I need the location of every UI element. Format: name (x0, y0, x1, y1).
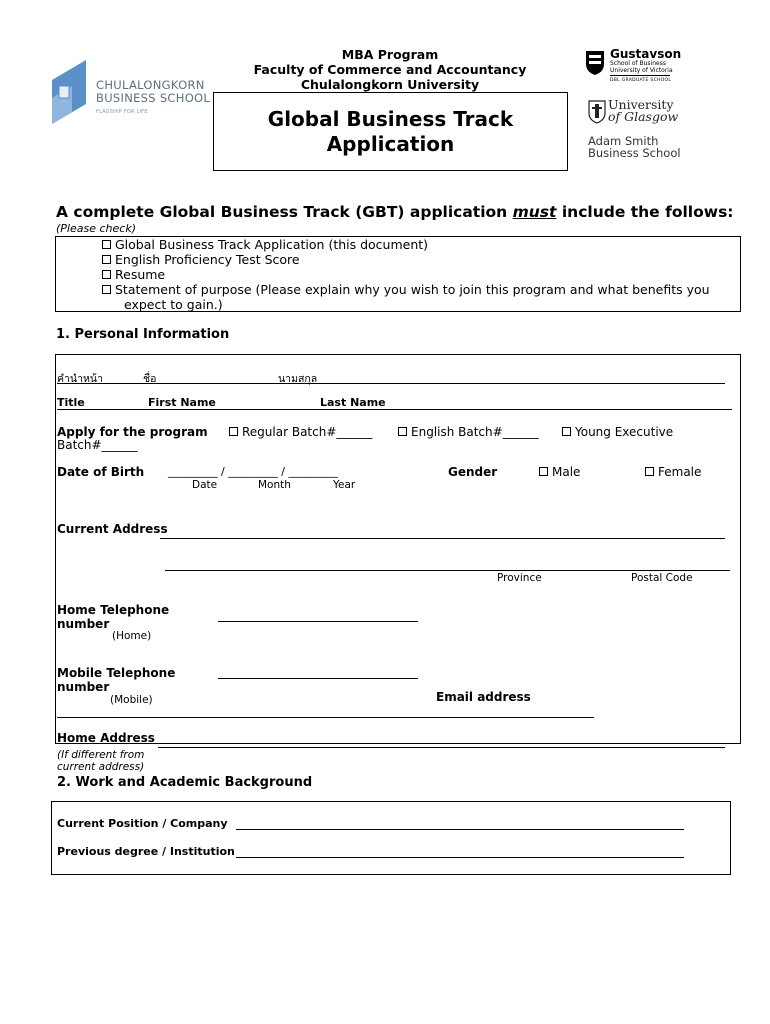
gustavson-shield-icon (585, 50, 605, 76)
mobile-telephone-label (57, 666, 175, 694)
home-address-field[interactable] (158, 747, 725, 748)
option-regular-label: Regular Batch#______ (242, 425, 373, 439)
checkbox[interactable] (102, 255, 111, 264)
section-2-heading: 2. Work and Academic Background (57, 775, 313, 790)
header-line-1: MBA Program (341, 47, 439, 62)
checkbox[interactable] (102, 285, 111, 294)
thai-name-field-line[interactable] (57, 383, 725, 384)
checklist-item[interactable] (102, 237, 428, 252)
home-telephone-label-1: Home Telephone (57, 603, 170, 617)
glasgow-name-2: of Glasgow (608, 109, 679, 124)
checklist-item-continued: expect to gain.) (124, 297, 223, 312)
home-address-note-1: (If different from (57, 749, 145, 761)
intro-heading (56, 203, 734, 221)
gustavson-name: Gustavson (610, 47, 682, 61)
home-address-note-2: current address) (57, 761, 145, 773)
current-address-label: Current Address (57, 522, 168, 536)
gender-male-label: Male (552, 465, 581, 479)
title-label: Title (57, 396, 85, 409)
option-young-executive[interactable] (562, 425, 673, 439)
checklist-item[interactable] (102, 282, 710, 297)
home-telephone-field[interactable] (218, 621, 418, 622)
option-english-batch[interactable] (398, 425, 539, 439)
option-english-label: English Batch#______ (411, 425, 539, 439)
checklist-item[interactable] (102, 252, 300, 267)
mobile-telephone-label-2: number (57, 680, 110, 694)
chula-logo-text (96, 79, 210, 105)
gustavson-divider (610, 75, 670, 76)
batch-label: Batch#______ (57, 438, 138, 452)
intro-heading-must: must (512, 203, 557, 221)
apply-program-label: Apply for the program (57, 425, 208, 439)
thai-first-name-label: ชื่อ (143, 373, 157, 385)
email-label: Email address (436, 690, 531, 704)
home-telephone-note: (Home) (112, 630, 152, 642)
english-name-field-line[interactable] (57, 409, 732, 410)
gustavson-grad: DBL GRADUATE SCHOOL (610, 78, 672, 83)
header-line-3: Chulalongkorn University (300, 77, 480, 92)
option-young-label: Young Executive (575, 425, 674, 439)
checklist-label: Global Business Track Application (this document) (115, 237, 429, 252)
mobile-telephone-note: (Mobile) (110, 694, 153, 706)
please-check-note: (Please check) (56, 222, 136, 235)
mobile-telephone-field[interactable] (218, 678, 418, 679)
document-title-line-2: Application (326, 132, 455, 156)
chula-logo-icon (50, 58, 90, 126)
intro-heading-pre: A complete Global Business Track (GBT) application (56, 203, 513, 221)
dob-month-caption: Month (258, 479, 291, 491)
required-documents-checklist (55, 236, 741, 312)
dob-year-caption: Year (333, 479, 356, 491)
thai-title-label: คำนำหน้า (57, 373, 103, 385)
glasgow-name-1: University (608, 97, 674, 112)
document-title-line-1: Global Business Track (267, 107, 514, 131)
checklist-label: Resume (115, 267, 166, 282)
work-academic-box (51, 801, 731, 875)
province-caption: Province (497, 572, 542, 584)
gustavson-sub (610, 61, 673, 74)
home-address-note (57, 749, 144, 773)
home-telephone-label (57, 603, 169, 631)
current-position-label: Current Position / Company (57, 817, 228, 830)
adam-smith-line-2: Business School (588, 146, 681, 160)
gender-female-label: Female (658, 465, 702, 479)
home-telephone-label-2: number (57, 617, 110, 631)
dob-date-caption: Date (192, 479, 218, 491)
section-1-heading: 1. Personal Information (56, 327, 230, 342)
chula-logo-line-1: CHULALONGKORN (96, 78, 205, 92)
checkbox[interactable] (102, 240, 111, 249)
document-title-box (213, 92, 568, 171)
checkbox[interactable] (562, 427, 571, 436)
gustavson-sub-1: School of Business (610, 60, 666, 67)
previous-degree-field[interactable] (236, 857, 684, 858)
checkbox[interactable] (539, 467, 548, 476)
header-line-2: Faculty of Commerce and Accountancy (253, 62, 527, 77)
option-regular-batch[interactable] (229, 425, 372, 439)
email-field[interactable] (57, 717, 594, 718)
previous-degree-label: Previous degree / Institution (57, 845, 235, 858)
program-header (230, 47, 550, 92)
gender-label: Gender (448, 465, 498, 479)
dob-field[interactable]: _________ / _________ / _________ (168, 465, 338, 478)
intro-heading-post: include the follows: (556, 203, 734, 221)
checkbox[interactable] (102, 270, 111, 279)
current-address-line-1[interactable] (160, 538, 725, 539)
postal-code-caption: Postal Code (631, 572, 693, 584)
checklist-label: English Proficiency Test Score (115, 252, 300, 267)
glasgow-crest-icon (588, 98, 606, 124)
gender-female-option[interactable] (645, 465, 701, 479)
current-position-field[interactable] (236, 829, 684, 830)
checkbox[interactable] (398, 427, 407, 436)
gustavson-sub-2: University of Victoria (610, 66, 673, 74)
checklist-label: Statement of purpose (Please explain why you wish to join this program and what benefits you (115, 282, 710, 297)
thai-last-name-label: นามสกุล (278, 373, 318, 385)
first-name-label: First Name (148, 396, 216, 409)
chula-logo-line-2: BUSINESS SCHOOL (96, 91, 211, 105)
mobile-telephone-label-1: Mobile Telephone (57, 666, 176, 680)
current-address-line-2[interactable] (165, 570, 730, 571)
home-address-label: Home Address (57, 731, 155, 745)
adam-smith-text (588, 135, 681, 159)
checklist-item[interactable] (102, 267, 165, 282)
dob-label: Date of Birth (57, 465, 145, 479)
last-name-label: Last Name (320, 396, 386, 409)
checkbox[interactable] (229, 427, 238, 436)
checkbox[interactable] (645, 467, 654, 476)
gender-male-option[interactable] (539, 465, 580, 479)
glasgow-name (608, 99, 678, 123)
chula-tagline: FLAGSHIP FOR LIFE (96, 109, 148, 115)
adam-smith-line-1: Adam Smith (588, 134, 659, 148)
